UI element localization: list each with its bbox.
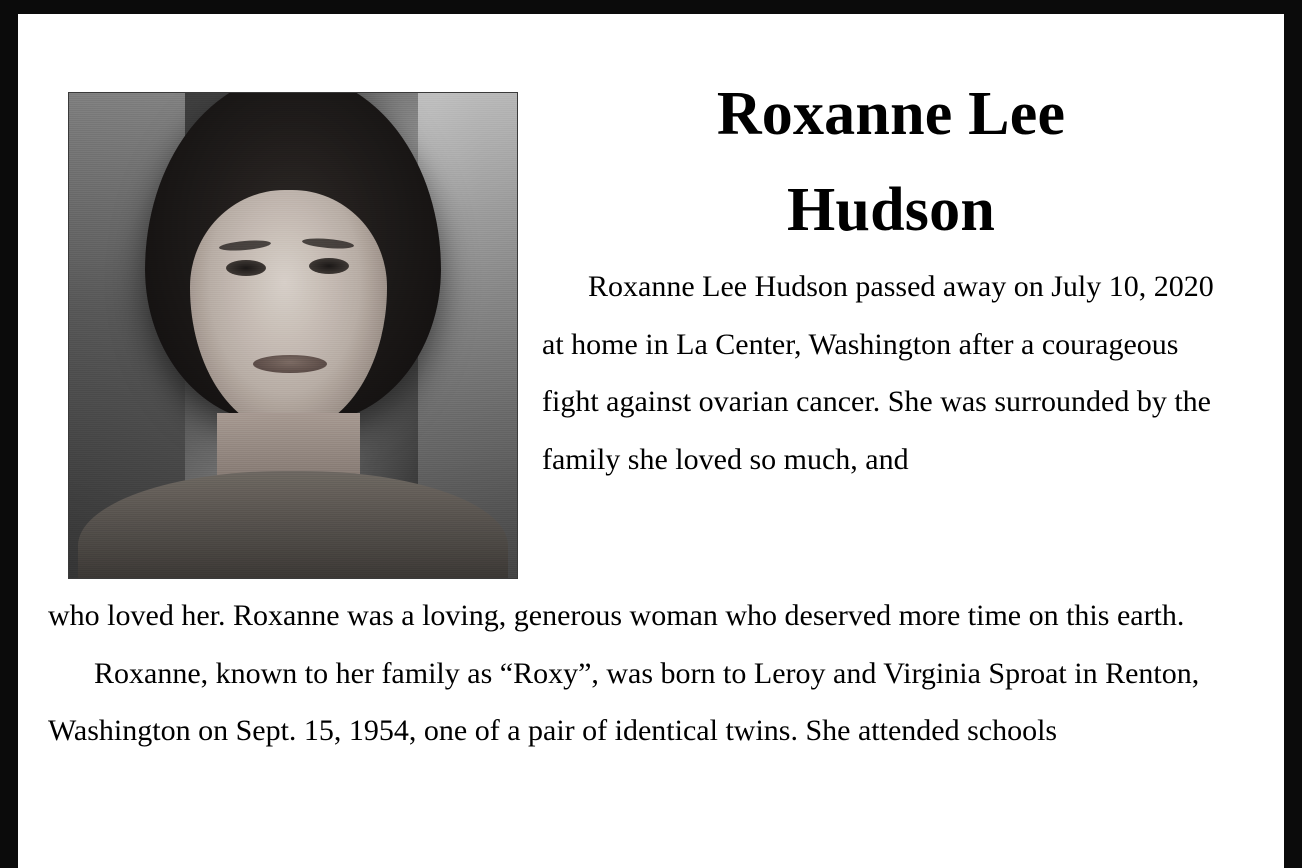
obituary-portrait-photo bbox=[68, 92, 518, 579]
page-title-line-2: Hudson bbox=[787, 176, 995, 245]
obituary-column-text bbox=[542, 258, 1240, 488]
paragraph-2: Roxanne, known to her family as “Roxy”, was born to Leroy and Virginia Sproat in Renton, Washington on Sept. 15, 1954, one of a pair of identical twins. She attended schools bbox=[48, 656, 1200, 748]
obituary-article bbox=[18, 14, 1284, 760]
obituary-body-continued bbox=[48, 587, 1240, 760]
page-title-line-1: Roxanne Lee bbox=[716, 80, 1066, 148]
paragraph-1-continued: who loved her. Roxanne was a loving, generous woman who deserved more time on this earth. bbox=[48, 599, 1185, 632]
paragraph-1-wrapped: Roxanne Lee Hudson passed away on July 10, 2020 at home in La Center, Washington after a courageous fight against ovarian cancer. She was surrounded by the family she loved so much, and bbox=[542, 270, 1214, 476]
newspaper-clipping bbox=[18, 14, 1284, 868]
photo-grain-overlay bbox=[69, 93, 517, 578]
